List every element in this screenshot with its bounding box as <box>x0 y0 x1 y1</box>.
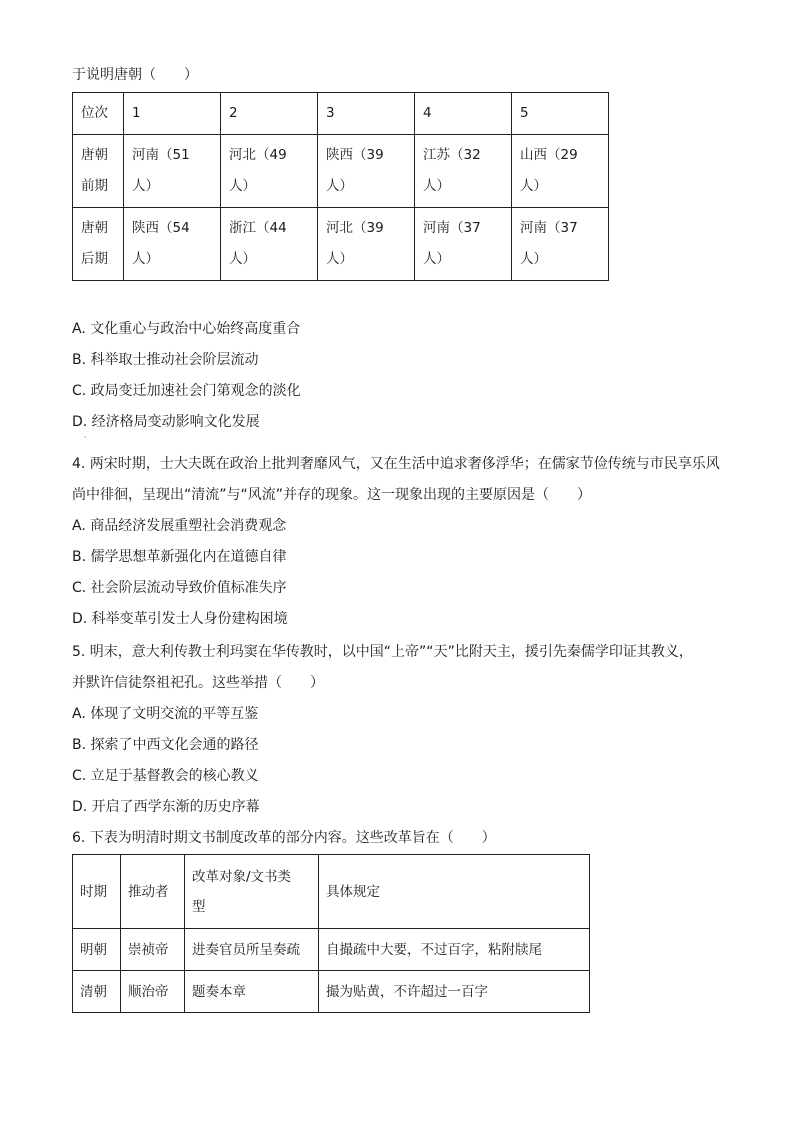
q3-option-a[interactable]: A. 文化重心与政治中心始终高度重合 <box>72 321 301 337</box>
q4-option-c[interactable]: C. 社会阶层流动导致价值标准失序 <box>72 580 287 596</box>
q3-table <box>72 92 609 281</box>
table-header-cell: 时期 <box>73 855 121 929</box>
q5-stem-line: 并默许信徒祭祖祀孔。这些举措（ ） <box>72 675 324 691</box>
table-cell: 自撮疏中大要，不过百字，粘附牍尾 <box>319 929 590 971</box>
table-cell: 顺治帝 <box>121 971 185 1013</box>
table-header-cell: 4 <box>415 93 512 135</box>
table-header-row <box>73 855 590 929</box>
table-cell: 明朝 <box>73 929 121 971</box>
table-cell: 撮为贴黄，不许超过一百字 <box>319 971 590 1013</box>
table-header-cell: 具体规定 <box>319 855 590 929</box>
table-cell: 山西（29 人） <box>512 135 609 208</box>
q4-option-d[interactable]: D. 科举变革引发士人身份建构困境 <box>72 611 288 627</box>
q4-stem-line: 尚中徘徊，呈现出“清流”与“风流”并存的现象。这一现象出现的主要原因是（ ） <box>72 487 592 503</box>
table-cell: 河南（37 人） <box>512 208 609 281</box>
table-row <box>73 971 590 1013</box>
table-header-cell: 5 <box>512 93 609 135</box>
table-header-cell: 2 <box>221 93 318 135</box>
q3-option-b[interactable]: B. 科举取士推动社会阶层流动 <box>72 352 259 368</box>
table-header-cell: 1 <box>124 93 221 135</box>
q6-stem: 6. 下表为明清时期文书制度改革的部分内容。这些改革旨在（ ） <box>72 830 496 846</box>
q4-option-a[interactable]: A. 商品经济发展重塑社会消费观念 <box>72 518 287 534</box>
table-cell: 陕西（39 人） <box>318 135 415 208</box>
table-cell: 河北（49 人） <box>221 135 318 208</box>
q6-table <box>72 854 590 1013</box>
table-header-cell: 位次 <box>73 93 124 135</box>
stray-dot: · <box>84 433 87 442</box>
table-header-cell: 3 <box>318 93 415 135</box>
table-header-cell: 推动者 <box>121 855 185 929</box>
table-cell: 河南（51 人） <box>124 135 221 208</box>
table-header-cell: 改革对象/文书类 型 <box>185 855 319 929</box>
q5-option-a[interactable]: A. 体现了文明交流的平等互鉴 <box>72 706 259 722</box>
q4-option-b[interactable]: B. 儒学思想革新强化内在道德自律 <box>72 549 287 565</box>
table-cell: 进奏官员所呈奏疏 <box>185 929 319 971</box>
q3-option-d[interactable]: D. 经济格局变动影响文化发展 <box>72 414 260 430</box>
table-cell: 江苏（32 人） <box>415 135 512 208</box>
table-cell: 题奏本章 <box>185 971 319 1013</box>
row-label: 唐朝 后期 <box>73 208 124 281</box>
table-cell: 河南（37 人） <box>415 208 512 281</box>
q5-stem-line: 5. 明末，意大利传教士利玛窦在华传教时，以中国“上帝”“天”比附天主，援引先秦儒学印证其教义， <box>72 644 693 660</box>
table-row <box>73 208 609 281</box>
table-row <box>73 135 609 208</box>
row-label: 唐朝 前期 <box>73 135 124 208</box>
q3-option-c[interactable]: C. 政局变迁加速社会门第观念的淡化 <box>72 383 301 399</box>
table-cell: 清朝 <box>73 971 121 1013</box>
q5-option-c[interactable]: C. 立足于基督教会的核心教义 <box>72 768 259 784</box>
table-cell: 陕西（54 人） <box>124 208 221 281</box>
q5-option-d[interactable]: D. 开启了西学东渐的历史序幕 <box>72 799 260 815</box>
table-cell: 浙江（44 人） <box>221 208 318 281</box>
table-cell: 崇祯帝 <box>121 929 185 971</box>
table-row <box>73 929 590 971</box>
table-cell: 河北（39 人） <box>318 208 415 281</box>
q3-stem-tail: 于说明唐朝（ ） <box>72 67 198 83</box>
q5-option-b[interactable]: B. 探索了中西文化会通的路径 <box>72 737 259 753</box>
q4-stem-line: 4. 两宋时期，士大夫既在政治上批判奢靡风气，又在生活中追求奢侈浮华；在儒家节俭传统与市民享乐风 <box>72 456 720 472</box>
table-header-row <box>73 93 609 135</box>
